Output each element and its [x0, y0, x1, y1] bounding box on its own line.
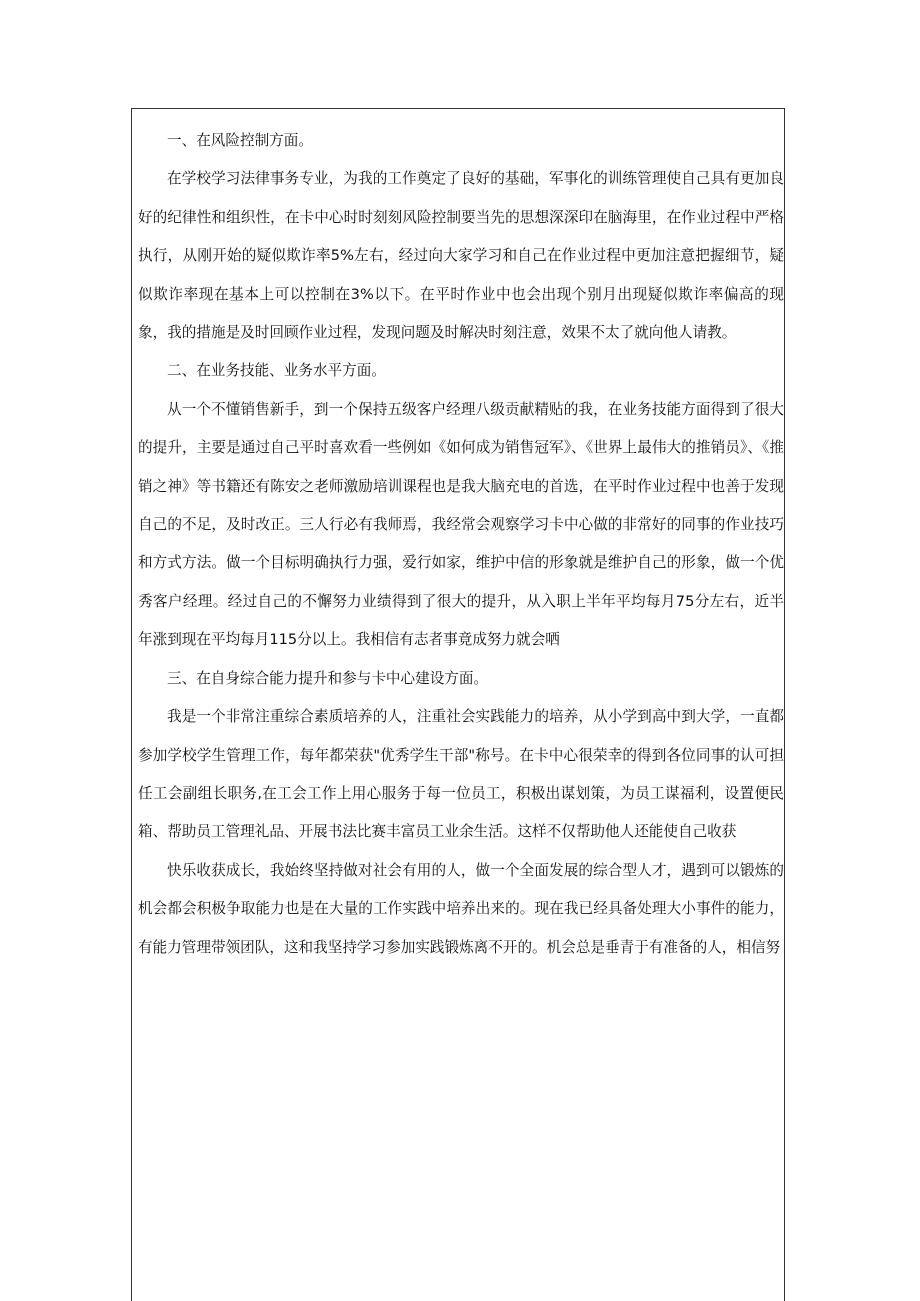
section-3-paragraph-2: 快乐收获成长，我始终坚持做对社会有用的人，做一个全面发展的综合型人才，遇到可以锻炼的机会都会积极争取能力也是在大量的工作实践中培养出来的。现在我已经具备处理大小事件的能力，有能力管理带领团队，这和我坚持学习参加实践锻炼离不开的。机会总是垂青于有准备的人，相信努: [138, 861, 784, 956]
section-heading-1: 一、在风险控制方面。: [167, 132, 313, 149]
section-1-paragraph-1: 在学校学习法律事务专业，为我的工作奠定了良好的基础，军事化的训练管理使自己具有更加良好的纪律性和组织性，在卡中心时时刻刻风险控制要当先的思想深深印在脑海里，在作业过程中严格执行，从刚开始的疑似欺诈率5%左右，经过向大家学习和自己在作业过程中更加注意把握细节，疑似欺诈率现在基本上可以控制在3%以下。在平时作业中也会出现个别月出现疑似欺诈率偏高的现象，我的措施是及时回顾作业过程，发现问题及时解决时刻注意，效果不太了就向他人请教。: [138, 170, 784, 342]
document-body: [138, 122, 784, 967]
section-heading-2: 二、在业务技能、业务水平方面。: [167, 362, 386, 380]
section-heading-3: 三、在自身综合能力提升和参与卡中心建设方面。: [167, 669, 489, 687]
section-3-paragraph-1: 我是一个非常注重综合素质培养的人，注重社会实践能力的培养，从小学到高中到大学，一直都参加学校学生管理工作，每年都荣获"优秀学生干部"称号。在卡中心很荣幸的得到各位同事的认可担任工会副组长职务,在工会工作上用心服务于每一位员工，积极出谋划策，为员工谋福利，设置便民箱、帮助员工管理礼品、开展书法比赛丰富员工业余生活。这样不仅帮助他人还能使自己收获: [138, 708, 784, 841]
section-2-paragraph-1: 从一个不懂销售新手，到一个保持五级客户经理八级贡献精贴的我，在业务技能方面得到了很大的提升，主要是通过自己平时喜欢看一些例如《如何成为销售冠军》、《世界上最伟大的推销员》、《推销之神》等书籍还有陈安之老师激励培训课程也是我大脑充电的首选，在平时作业过程中也善于发现自己的不足，及时改正。三人行必有我师焉，我经常会观察学习卡中心做的非常好的同事的作业技巧和方式方法。做一个目标明确执行力强，爱行如家，维护中信的形象就是维护自己的形象，做一个优秀客户经理。经过自己的不懈努力业绩得到了很大的提升，从入职上半年平均每月75分左右，近半年涨到现在平均每月115分以上。我相信有志者事竟成努力就会哂: [138, 400, 784, 649]
